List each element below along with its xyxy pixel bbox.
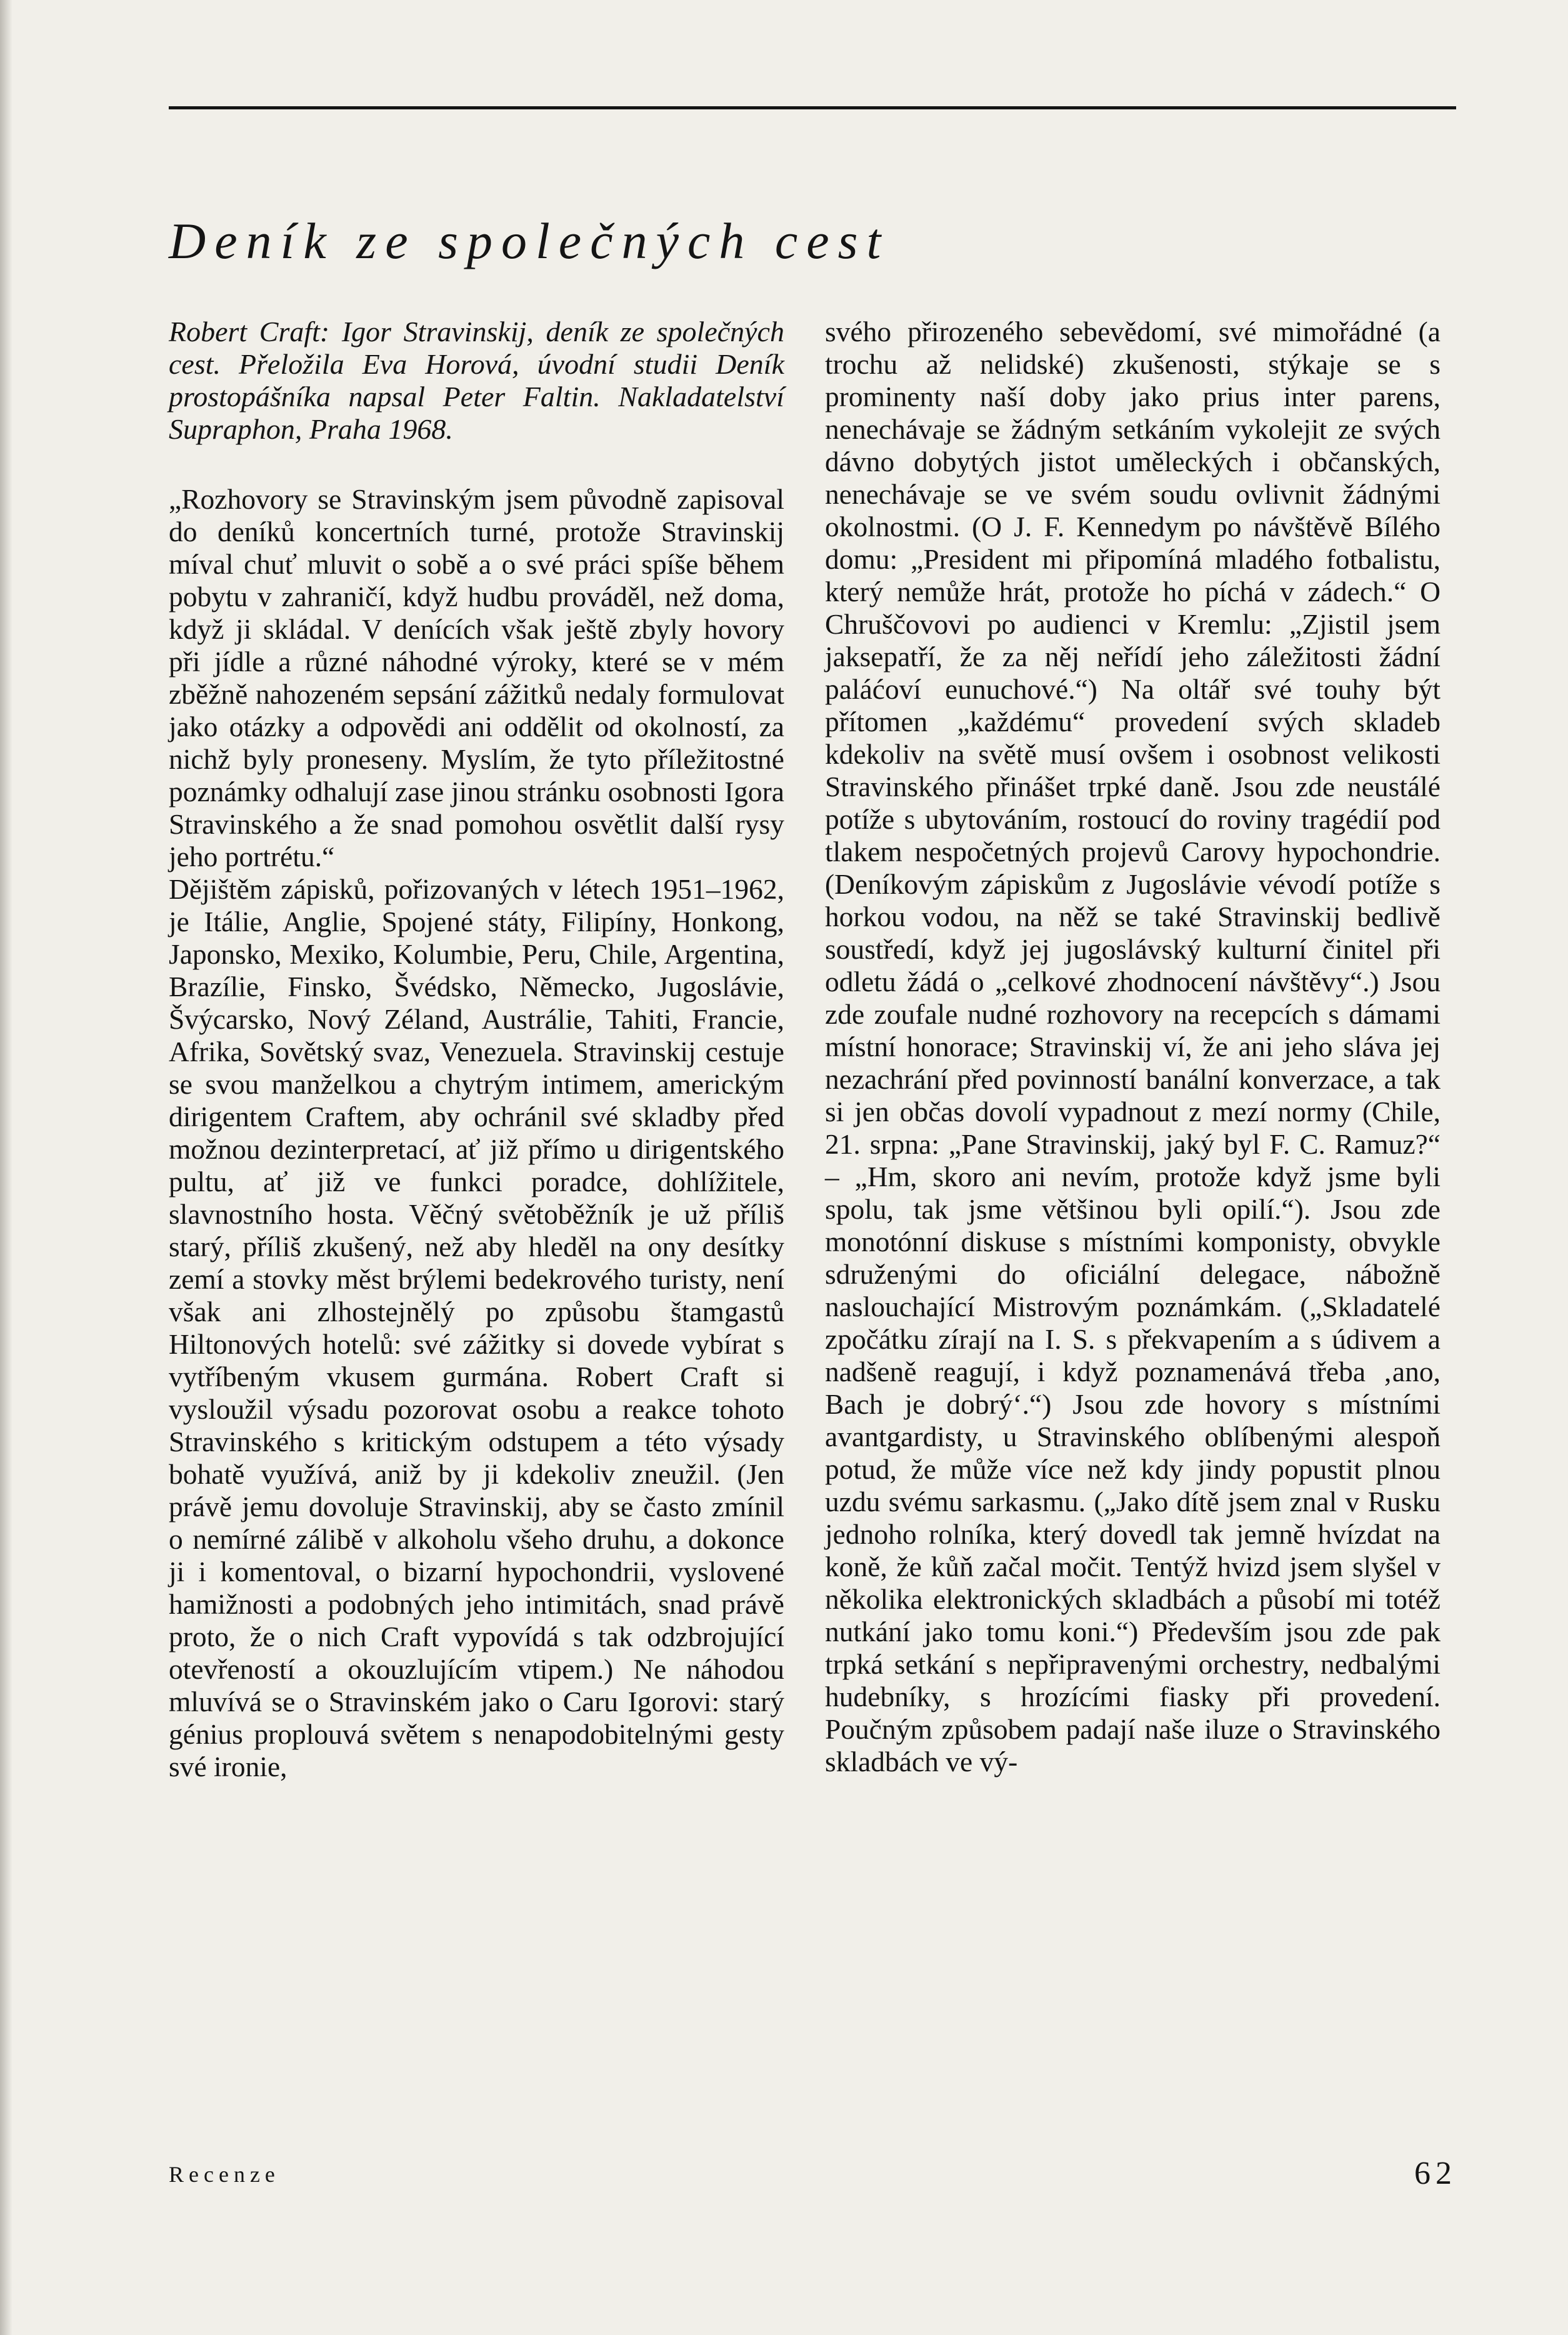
page-edge-shadow bbox=[0, 0, 12, 2335]
section-label: Recenze bbox=[169, 2162, 280, 2187]
page-number: 62 bbox=[1414, 2156, 1457, 2191]
paragraph: Dějištěm zápisků, pořizovaných v létech 1951–1962, je Itálie, Anglie, Spojené státy, Filipíny, Honkong, Japonsko, Mexiko, Kolumbie, Peru, Chile, Argentina, Brazílie, Finsko, Švédsko, Německo, Jugoslávie, Švýcarsko, Nový Zéland, Austrálie, Tahiti, Francie, Afrika, Sovětský svaz, Venezuela. Stravinskij cestuje se svou manželkou a chytrým intimem, americkým dirigentem Craftem, aby ochránil své skladby před možnou dezinterpretací, ať již přímo u dirigentského pultu, ať již ve funkci poradce, dohlížitele, slavnostního hosta. Věčný světoběžník je už příliš starý, příliš zkušený, než aby hleděl na ony desítky zemí a stovky měst brýlemi bedekrového turisty, není však ani zlhostejnělý po způsobu štamgastů Hiltonových hotelů: své zážitky si dovede vybírat s vytříbeným vkusem gurmána. Robert Craft si vysloužil výsadu pozorovat osobu a reakce tohoto Stravinského s kritickým odstupem a této výsady bohatě využívá, aniž by ji kdekoliv zneužil. (Jen právě jemu dovoluje Stravinskij, aby se často zmínil o nemírné zálibě v alkoholu všeho druhu, a dokonce ji i komentoval, o bizarní hypochondrii, vyslovené hamižnosti a podobných jeho intimitách, snad právě proto, že o nich Craft vypovídá s tak odzbrojující otevřeností a okouzlujícím vtipem.) Ne náhodou mluvívá se o Stravinském jako o Caru Igorovi: starý génius proplouvá světem s nenapodobitelnými gesty své ironie, bbox=[169, 873, 784, 1782]
right-column bbox=[825, 316, 1441, 1778]
left-column bbox=[169, 316, 784, 1783]
paragraph: „Rozhovory se Stravinským jsem původně zapisoval do deníků koncertních turné, protože Stravinskij míval chuť mluvit o sobě a o své práci spíše během pobytu v zahraničí, když hudbu prováděl, než doma, když ji skládal. V denících však ještě zbyly hovory při jídle a různé náhodné výroky, které se v mém zběžně nahozeném sepsání zážitků nedaly formulovat jako otázky a odpovědi ani oddělit od okolností, za nichž byly proneseny. Myslím, že tyto příležitostné poznámky odhalují zase jinou stránku osobnosti Igora Stravinského a že snad pomohou osvětlit další rysy jeho portrétu.“ bbox=[169, 483, 784, 872]
bibliographic-note: Robert Craft: Igor Stravinskij, deník ze společných cest. Přeložila Eva Horová, úvodní studii Deník prostopášníka napsal Peter Faltin. Nakladatelství Supraphon, Praha 1968. bbox=[169, 316, 784, 445]
paragraph: svého přirozeného sebevědomí, své mimořádné (a trochu až nelidské) zkušenosti, stýkaje se s prominenty naší doby jako prius inter parens, nenechávaje se žádným setkáním vykolejit ze svých dávno dobytých jistot uměleckých i občanských, nenechávaje se ve svém soudu ovlivnit žádnými okolnostmi. (O J. F. Kennedym po návštěvě Bílého domu: „President mi připomíná mladého fotbalistu, který nemůže hrát, protože ho píchá v zádech.“ O Chruščovovi po audienci v Kremlu: „Zjistil jsem jaksepatří, že za něj neřídí jeho záležitosti žádní paláćoví eunuchové.“) Na oltář své touhy být přítomen „každému“ provedení svých skladeb kdekoliv na světě musí ovšem i osobnost velikosti Stravinského přinášet trpké daně. Jsou zde neustálé potíže s ubytováním, rostoucí do roviny tragédií pod tlakem nespočetných projevů Carovy hypochondrie. (Deníkovým zápiskům z Jugoslávie vévodí potíže s horkou vodou, na něž se také Stravinskij bedlivě soustředí, když jej jugoslávský kulturní činitel při odletu žádá o „celkové zhodnocení návštěvy“.) Jsou zde zoufale nudné rozhovory na recepcích s dámami místní honorace; Stravinskij ví, že ani jeho sláva jej nezachrání před povinností banální konverzace, a tak si jen občas dovolí vypadnout z mezí normy (Chile, 21. srpna: „Pane Stravinskij, jaký byl F. C. Ramuz?“ – „Hm, skoro ani nevím, protože když jsme byli spolu, tak jsme většinou byli opilí.“). Jsou zde monotónní diskuse s místními komponisty, obvykle sdruženými do oficiální delegace, nábožně naslouchající Mistrovým poznámkám. („Skladatelé zpočátku zírají na I. S. s překvapením a s údivem a nadšeně reagují, i když poznamenává třeba ‚ano, Bach je dobrý‘.“) Jsou zde hovory s místními avantgardisty, u Stravinského oblíbenými alespoň potud, že může více než kdy jindy popustit plnou uzdu svému sarkasmu. („Jako dítě jsem znal v Rusku jednoho rolníka, který dovedl tak jemně hvízdat na koně, že kůň začal močit. Tentýž hvizd jsem slyšel v několika elektronických skladbách a působí mi totéž nutkání jako tomu koni.“) Především jsou zde pak trpká setkání s nepřipravenými orchestry, nedbalými hudebníky, s hrozícími fiasky při provedení. Poučným způsobem padají naše iluze o Stravinského skladbách ve vý- bbox=[825, 316, 1441, 1778]
article-title: Deník ze společných cest bbox=[169, 212, 890, 269]
top-rule bbox=[169, 106, 1456, 109]
